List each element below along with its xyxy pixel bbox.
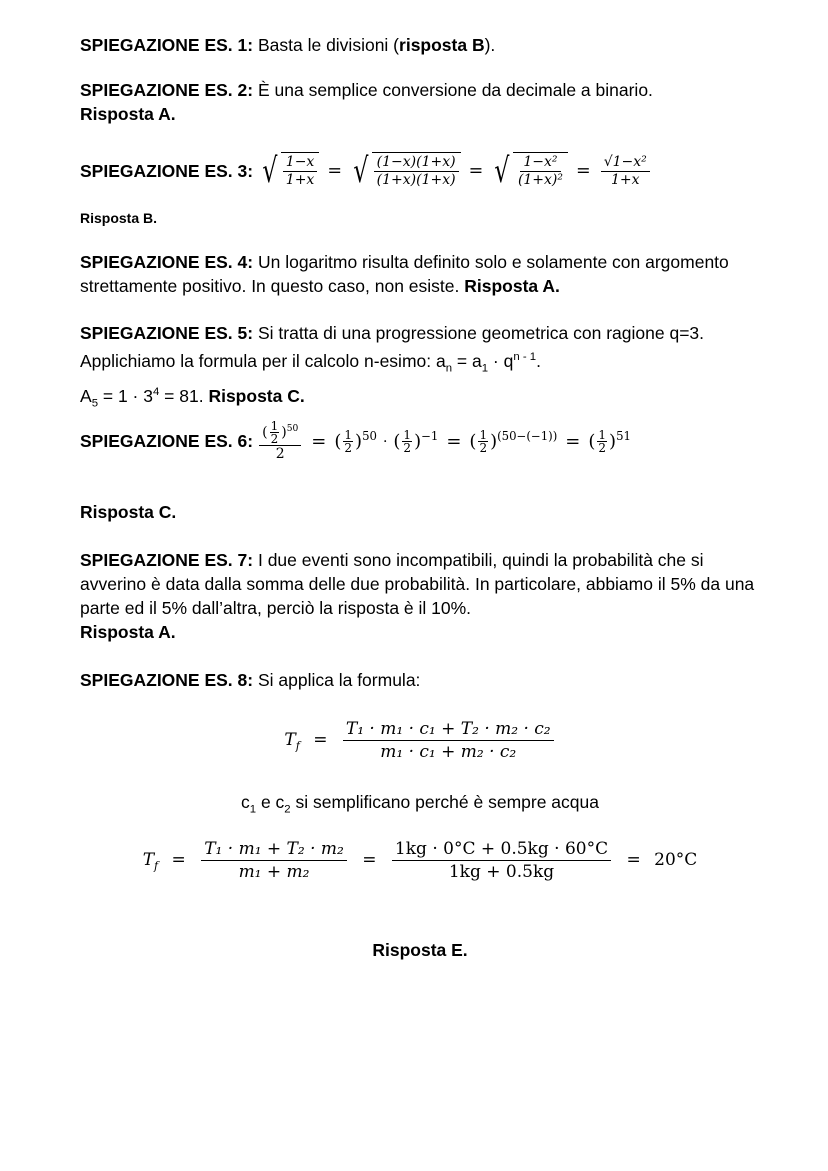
dot: ·	[382, 433, 388, 450]
sup: 4	[152, 386, 160, 399]
two: 2	[344, 441, 353, 456]
equals: =	[362, 850, 377, 870]
term: ( $\frac{1}{2}$ )$^{51}$	[588, 428, 631, 456]
two: 2	[479, 441, 488, 456]
equals: =	[468, 161, 484, 181]
exp: 50	[362, 428, 377, 443]
numerator: T₁ · m₁ · c₁ + T₂ · m₂ · c₂	[343, 718, 554, 741]
tf: T	[142, 850, 155, 870]
es6-answer-row	[80, 500, 760, 524]
es5-text: A	[80, 386, 92, 407]
es4-text: Un logaritmo risulta definito solo e solamente con argomento strettamente positivo. In questo caso, non esiste.	[80, 252, 729, 296]
es7	[80, 548, 760, 644]
sub: 1	[481, 362, 489, 375]
two: 2	[598, 441, 607, 456]
term: ( $\frac{1}{2}$ )$^{-1}$	[393, 428, 439, 456]
es5-text: = 1 · 3	[98, 386, 153, 407]
result: 20°C	[654, 850, 698, 870]
es3-num-2: (1−x)(1+x)	[374, 154, 459, 172]
es3-num-3: 1−x²	[520, 154, 560, 172]
es3-den-3: (1+x)²	[517, 172, 564, 188]
es5-text: Si tratta di una progressione geometrica con ragione q=3. Applichiamo la formula per il calcolo n-esimo: a	[80, 323, 705, 371]
sub: 1	[249, 803, 257, 816]
one: 1	[479, 428, 488, 443]
es8-label: SPIEGAZIONE ES. 8:	[80, 670, 254, 690]
equals: =	[327, 161, 342, 181]
denominator: 2	[275, 446, 285, 462]
sub: f	[154, 859, 159, 873]
es3-den-1: 1+x	[285, 172, 315, 188]
es1-answer: risposta B	[399, 35, 485, 55]
equals: =	[171, 850, 186, 870]
exp: 51	[616, 428, 631, 443]
fraction	[392, 838, 611, 883]
equals: =	[446, 431, 462, 452]
exp: 50	[286, 423, 299, 434]
exp: (50−(−1))	[497, 428, 558, 443]
sqrt-2: √ $\frac{(1-x)(1+x)}{(1+x)(1+x)}$	[350, 152, 461, 190]
es5-text: = a	[452, 350, 482, 371]
half	[402, 429, 412, 454]
es5	[80, 321, 760, 416]
equals: =	[626, 850, 641, 870]
es6-answer: Risposta C.	[80, 502, 177, 522]
numerator: T₁ · m₁ + T₂ · m₂	[201, 838, 347, 861]
sub: f	[295, 739, 300, 753]
es3-label: SPIEGAZIONE ES. 3:	[80, 160, 254, 181]
es3-answer: Risposta B.	[80, 210, 158, 226]
es6-frac-main	[259, 420, 301, 463]
es3-den-4: 1+x	[610, 171, 640, 188]
es3-num-1: 1−x	[283, 154, 318, 172]
denominator: 1kg + 0.5kg	[448, 862, 555, 882]
equals: =	[313, 730, 328, 750]
one: 1	[403, 428, 412, 443]
es7-label: SPIEGAZIONE ES. 7:	[80, 550, 254, 570]
sub: 5	[91, 397, 99, 410]
es1	[80, 33, 760, 57]
note	[80, 790, 760, 822]
es3-frac-4	[601, 154, 650, 189]
es5-text: · q	[488, 350, 514, 371]
es8	[80, 668, 760, 692]
es5-text: .	[536, 350, 541, 371]
fraction	[343, 718, 554, 763]
es2-label: SPIEGAZIONE ES. 2:	[80, 80, 254, 100]
exp: −1	[421, 428, 439, 443]
es6-label: SPIEGAZIONE ES. 6:	[80, 431, 254, 451]
es7-text: I due eventi sono incompatibili, quindi la probabilità che si avverino è data dalla somma delle due probabilità. In particolare, abbiamo il 5% da una parte ed il 5% dall’altra, perciò la risposta è il 10%.	[80, 550, 755, 618]
half	[270, 420, 280, 445]
one: 1	[598, 428, 607, 443]
es5-answer: Risposta C.	[208, 386, 305, 407]
es3	[80, 152, 760, 190]
es4	[80, 250, 760, 298]
es8-answer: Risposta E.	[372, 940, 468, 960]
es7-answer: Risposta A.	[80, 622, 176, 642]
two: 2	[270, 432, 279, 446]
equals: =	[311, 431, 327, 452]
es6	[80, 420, 760, 463]
formula-2	[80, 838, 760, 883]
es8-text: Si applica la formula:	[253, 670, 421, 690]
sup: n - 1	[513, 351, 537, 363]
es2-text: È una semplice conversione da decimale a binario.	[253, 80, 653, 100]
formula-1	[80, 718, 760, 763]
es2-answer: Risposta A.	[80, 104, 176, 124]
es3-answer-row	[80, 206, 760, 230]
es5-label: SPIEGAZIONE ES. 5:	[80, 323, 254, 343]
equals: =	[565, 431, 581, 452]
sqrt-1: √ $\frac{1-x}{1+x}$	[259, 152, 319, 190]
fraction	[201, 838, 347, 883]
numerator: 1kg · 0°C + 0.5kg · 60°C	[392, 838, 611, 861]
note-text: e c	[256, 792, 285, 812]
sub: 2	[284, 803, 291, 816]
denominator: m₁ · c₁ + m₂ · c₂	[380, 742, 517, 762]
half	[597, 429, 607, 454]
two: 2	[403, 441, 412, 456]
equals: =	[576, 161, 591, 181]
sqrt-3: √ $\frac{\text{1−x²}}{\text{(1+x)²}}$	[491, 152, 568, 190]
es4-answer: Risposta A.	[464, 276, 560, 296]
denominator: m₁ + m₂	[238, 862, 310, 882]
half	[478, 429, 488, 454]
term: ( $\frac{1}{2}$ )$^{(50-(-1))}$	[469, 428, 558, 456]
es2	[80, 78, 760, 126]
es5-text: = 81.	[159, 386, 209, 407]
note-text: si semplificano perché è sempre acqua	[290, 792, 599, 812]
half	[343, 429, 353, 454]
es1-tail: ).	[484, 35, 496, 55]
one: 1	[344, 428, 353, 443]
one: 1	[270, 419, 279, 433]
term: ( $\frac{1}{2}$ )$^{50}$	[334, 428, 377, 456]
tf: T	[284, 730, 296, 750]
numerator: ( $\frac{1}{2}$ )$^{50}$	[259, 420, 301, 446]
es3-den-2: (1+x)(1+x)	[376, 172, 456, 188]
es1-text: Basta le divisioni (	[253, 35, 400, 55]
sub: n	[445, 362, 453, 375]
es4-label: SPIEGAZIONE ES. 4:	[80, 252, 254, 272]
es8-answer-row	[80, 938, 760, 962]
note-text: c	[241, 792, 250, 812]
es3-num-4: √1−x²	[601, 154, 650, 172]
es1-label: SPIEGAZIONE ES. 1:	[80, 35, 254, 55]
